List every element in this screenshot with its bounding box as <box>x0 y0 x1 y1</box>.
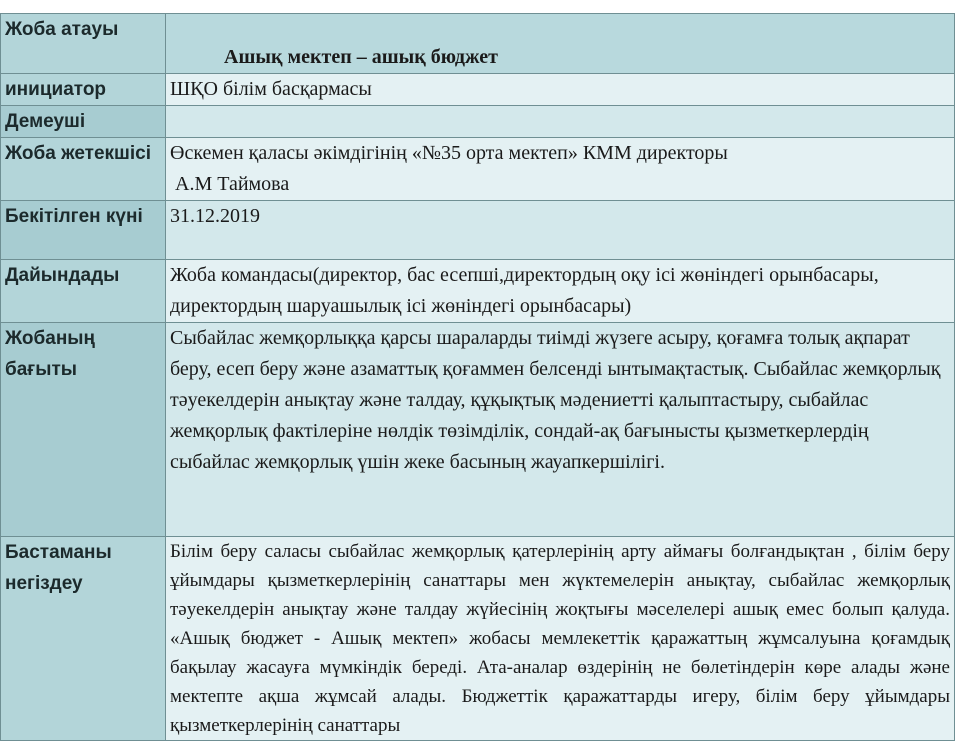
label-project-name: Жоба атауы <box>1 14 166 74</box>
label-sponsor: Демеуші <box>1 106 166 138</box>
project-passport-table <box>0 13 955 741</box>
value-initiator: ШҚО білім басқармасы <box>166 74 955 106</box>
row-sponsor <box>1 106 955 138</box>
row-initiative-justification <box>1 537 955 741</box>
label-project-direction: Жобаның бағыты <box>1 323 166 537</box>
label-initiator: инициатор <box>1 74 166 106</box>
leader-line-2: А.М Таймова <box>170 173 290 195</box>
value-sponsor <box>166 106 955 138</box>
label-approval-date: Бекітілген күні <box>1 201 166 260</box>
value-prepared-by: Жоба командасы(директор, бас есепші,директордың оқу ісі жөніндегі орынбасары, директордың шаруашылық ісі жөніндегі орынбасары) <box>166 260 955 323</box>
row-initiator <box>1 74 955 106</box>
row-project-direction <box>1 323 955 537</box>
label-prepared-by: Дайындады <box>1 260 166 323</box>
row-project-name <box>1 14 955 74</box>
leader-line-1: Өскемен қаласы әкімдігінің «№35 орта мектеп» КММ директоры <box>170 142 728 164</box>
label-project-leader: Жоба жетекшісі <box>1 138 166 201</box>
row-prepared-by <box>1 260 955 323</box>
row-approval-date <box>1 201 955 260</box>
value-project-leader <box>166 138 955 201</box>
value-project-name: Ашық мектеп – ашық бюджет <box>166 14 955 74</box>
label-initiative-justification: Бастаманы негіздеу <box>1 537 166 741</box>
value-project-direction: Сыбайлас жемқорлыққа қарсы шараларды тиімді жүзеге асыру, қоғамға толық ақпарат беру, есеп беру және азаматтық қоғаммен белсенді ынтымақтастық. Сыбайлас жемқорлық тәуекелдерін анықтау және талдау, құқықтық мәдениетті қалыптастыру, сыбайлас жемқорлық фактілеріне нөлдік төзімділік, сондай-ақ бағынысты қызметкерлердің сыбайлас жемқорлық үшін жеке басының жауапкершілігі. <box>166 323 955 537</box>
row-project-leader <box>1 138 955 201</box>
value-initiative-justification: Білім беру саласы сыбайлас жемқорлық қатерлерінің арту аймағы болғандықтан , білім беру ұйымдары қызметкерлерінің санаттары мен жүктемелерін анықтау, сыбайлас жемқорлық тәуекелдерін анықтау және талдау жүйесінің жоқтығы мәселелері ашық емес болып қалуда. «Ашық бюджет - Ашық мектеп» жобасы мемлекеттік қаражаттың жұмсалуына қоғамдық бақылау жасауға мүмкіндік береді. Ата-аналар өздерінің не бөлетіндерін көре алады және мектепте ақша жұмсай алады. Бюджеттік қаражаттарды игеру, білім беру ұйымдары қызметкерлерінің санаттары <box>166 537 955 741</box>
value-approval-date: 31.12.2019 <box>166 201 955 260</box>
